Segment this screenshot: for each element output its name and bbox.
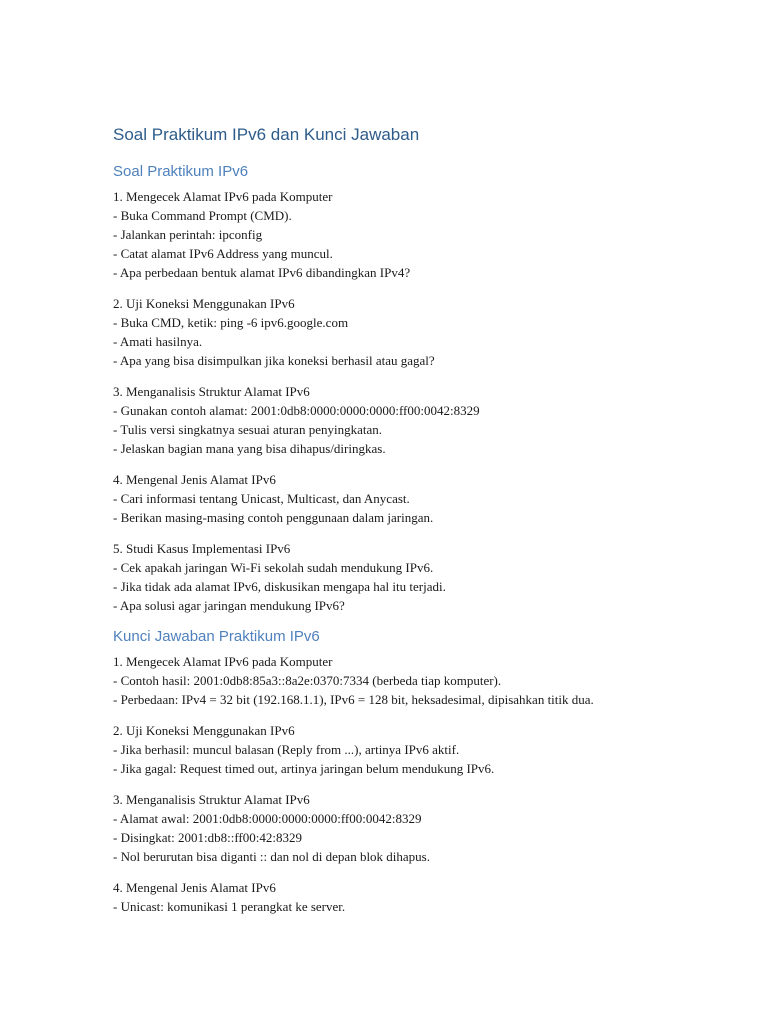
question-block <box>113 539 713 615</box>
item-line: - Alamat awal: 2001:0db8:0000:0000:0000:ff00:0042:8329 <box>113 811 422 826</box>
item-line: - Cari informasi tentang Unicast, Multicast, dan Anycast. <box>113 491 410 506</box>
item-title: 3. Menganalisis Struktur Alamat IPv6 <box>113 792 310 807</box>
question-block <box>113 790 713 866</box>
item-title: 3. Menganalisis Struktur Alamat IPv6 <box>113 384 310 399</box>
item-title: 1. Mengecek Alamat IPv6 pada Komputer <box>113 189 333 204</box>
section-heading: Kunci Jawaban Praktikum IPv6 <box>113 628 320 645</box>
item-title: 1. Mengecek Alamat IPv6 pada Komputer <box>113 654 333 669</box>
item-line: - Catat alamat IPv6 Address yang muncul. <box>113 246 333 261</box>
item-line: - Jika tidak ada alamat IPv6, diskusikan mengapa hal itu terjadi. <box>113 579 446 594</box>
item-title: 4. Mengenal Jenis Alamat IPv6 <box>113 472 276 487</box>
item-title: 2. Uji Koneksi Menggunakan IPv6 <box>113 723 295 738</box>
item-title: 4. Mengenal Jenis Alamat IPv6 <box>113 880 276 895</box>
document-body <box>113 162 713 916</box>
item-line: - Buka CMD, ketik: ping -6 ipv6.google.com <box>113 315 349 330</box>
item-title: 2. Uji Koneksi Menggunakan IPv6 <box>113 296 295 311</box>
section-kunci-jawaban <box>113 627 713 916</box>
item-line: - Jalankan perintah: ipconfig <box>113 227 263 242</box>
item-line: - Disingkat: 2001:db8::ff00:42:8329 <box>113 830 302 845</box>
item-line: - Jika berhasil: muncul balasan (Reply from ...), artinya IPv6 aktif. <box>113 742 460 757</box>
section-soal <box>113 162 713 615</box>
item-line: - Cek apakah jaringan Wi-Fi sekolah sudah mendukung IPv6. <box>113 560 434 575</box>
question-block <box>113 294 713 370</box>
document-page <box>113 124 713 928</box>
item-line: - Apa solusi agar jaringan mendukung IPv6? <box>113 598 345 613</box>
question-block <box>113 470 713 527</box>
item-line: - Contoh hasil: 2001:0db8:85a3::8a2e:0370:7334 (berbeda tiap komputer). <box>113 673 502 688</box>
question-block <box>113 187 713 282</box>
item-line: - Unicast: komunikasi 1 perangkat ke server. <box>113 899 346 914</box>
item-line: - Berikan masing-masing contoh penggunaan dalam jaringan. <box>113 510 434 525</box>
item-line: - Jika gagal: Request timed out, artinya jaringan belum mendukung IPv6. <box>113 761 495 776</box>
item-line: - Buka Command Prompt (CMD). <box>113 208 292 223</box>
item-title: 5. Studi Kasus Implementasi IPv6 <box>113 541 291 556</box>
question-block <box>113 878 713 916</box>
question-block <box>113 721 713 778</box>
item-line: - Apa perbedaan bentuk alamat IPv6 dibandingkan IPv4? <box>113 265 411 280</box>
item-line: - Gunakan contoh alamat: 2001:0db8:0000:0000:0000:ff00:0042:8329 <box>113 403 480 418</box>
item-line: - Tulis versi singkatnya sesuai aturan penyingkatan. <box>113 422 382 437</box>
question-block <box>113 652 713 709</box>
item-line: - Perbedaan: IPv4 = 32 bit (192.168.1.1), IPv6 = 128 bit, heksadesimal, dipisahkan titik dua. <box>113 692 594 707</box>
item-line: - Apa yang bisa disimpulkan jika koneksi berhasil atau gagal? <box>113 353 435 368</box>
document-title: Soal Praktikum IPv6 dan Kunci Jawaban <box>113 125 420 144</box>
section-heading: Soal Praktikum IPv6 <box>113 163 249 180</box>
item-line: - Jelaskan bagian mana yang bisa dihapus/diringkas. <box>113 441 386 456</box>
item-line: - Nol berurutan bisa diganti :: dan nol di depan blok dihapus. <box>113 849 430 864</box>
question-block <box>113 382 713 458</box>
item-line: - Amati hasilnya. <box>113 334 203 349</box>
